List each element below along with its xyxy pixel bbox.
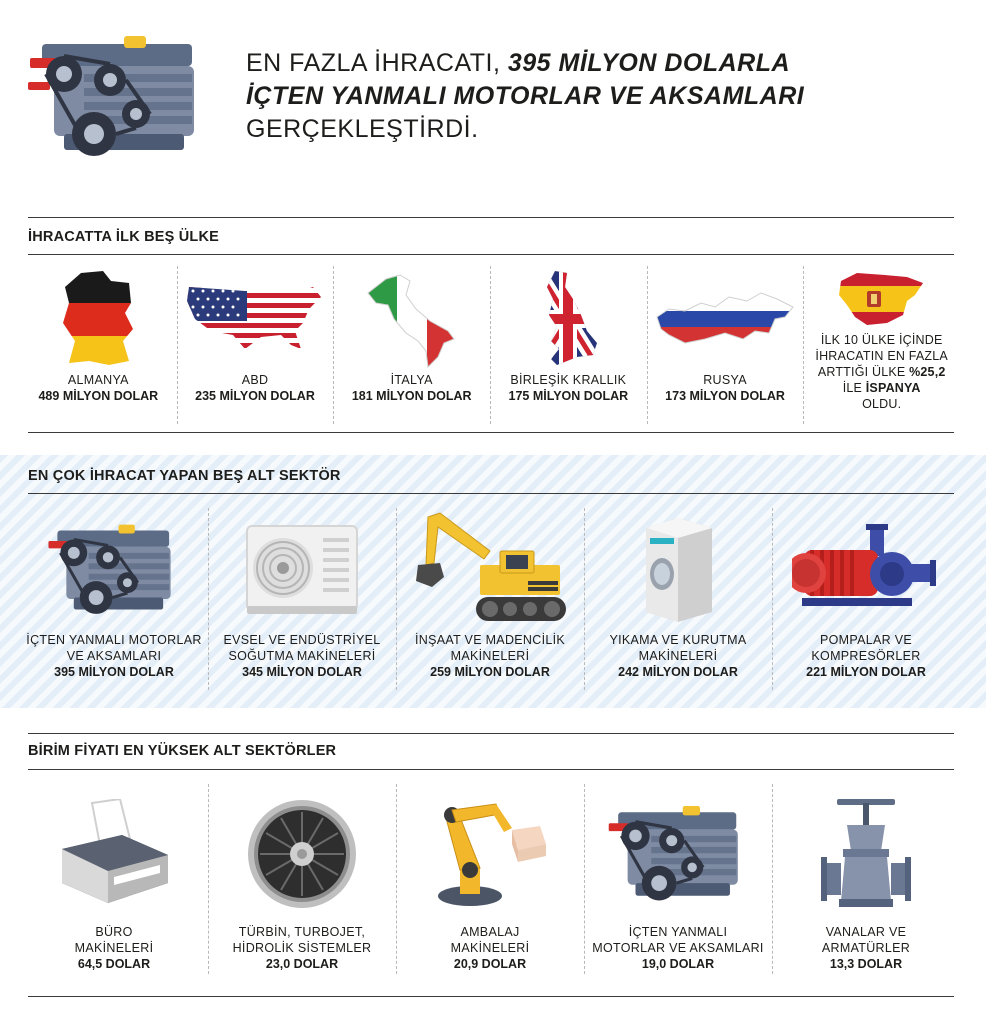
subsector-card-washing — [584, 508, 772, 690]
unit-price-label-line-2: HİDROLİK SİSTEMLER — [232, 941, 372, 955]
subsector-value: 242 MİLYON DOLAR — [618, 665, 738, 679]
spain-note-line-2: İHRACATIN EN FAZLA — [815, 349, 948, 363]
country-value: 181 MİLYON DOLAR — [351, 389, 472, 403]
russia-map-icon — [655, 266, 795, 372]
country-name: ABD — [241, 373, 269, 387]
country-name: RUSYA — [703, 373, 747, 387]
country-card-russia — [647, 266, 804, 424]
turbine-icon — [246, 784, 358, 924]
unit-price-label-line-2: MOTORLAR VE AKSAMLARI — [592, 941, 764, 955]
country-value: 173 MİLYON DOLAR — [665, 389, 785, 403]
subsector-value: 395 MİLYON DOLAR — [54, 665, 174, 679]
unit-price-card-engines — [584, 784, 772, 974]
section-2-title-rule — [28, 493, 954, 494]
subsector-value: 345 MİLYON DOLAR — [242, 665, 362, 679]
germany-map-icon — [59, 266, 137, 372]
unit-price-label-line-1: VANALAR VE — [825, 925, 907, 939]
subsector-label-line-2: VE AKSAMLARI — [66, 649, 162, 663]
unit-price-card-turbine — [208, 784, 396, 974]
subsector-label-line-2: KOMPRESÖRLER — [811, 649, 921, 663]
subsector-label-line-2: SOĞUTMA MAKİNELERİ — [228, 649, 376, 663]
excavator-icon — [410, 508, 570, 632]
country-value: 175 MİLYON DOLAR — [508, 389, 629, 403]
ac-unit-icon — [243, 508, 361, 632]
subsector-card-construction — [396, 508, 584, 690]
section-1-top-rule — [28, 217, 954, 218]
country-name: ALMANYA — [67, 373, 129, 387]
unit-price-label-line-2: MAKİNELERİ — [74, 941, 154, 955]
country-card-usa — [177, 266, 334, 424]
country-value: 235 MİLYON DOLAR — [195, 389, 315, 403]
subsector-label-line-1: İNŞAAT VE MADENCİLİK — [414, 633, 566, 647]
unit-price-label-line-2: ARMATÜRLER — [821, 941, 911, 955]
spain-note-percent: %25,2 — [909, 365, 946, 379]
unit-price-label-line-1: AMBALAJ — [460, 925, 520, 939]
spain-note-line-3-prefix: ARTTIĞI ÜLKE — [817, 365, 910, 379]
washing-machine-icon — [642, 508, 714, 632]
spain-note-country: İSPANYA — [865, 381, 921, 395]
subsector-label-line-2: MAKİNELERİ — [638, 649, 718, 663]
unit-price-value: 19,0 DOLAR — [641, 957, 715, 971]
subsector-row — [20, 508, 960, 690]
engine-icon — [44, 508, 184, 632]
subsector-card-pumps — [772, 508, 960, 690]
unit-price-value: 64,5 DOLAR — [77, 957, 151, 971]
country-card-uk — [490, 266, 647, 424]
section-1-title-rule — [28, 254, 954, 255]
spain-map-icon — [837, 266, 927, 332]
subsector-label-line-1: İÇTEN YANMALI MOTORLAR — [26, 633, 202, 647]
subsector-label-line-2: MAKİNELERİ — [450, 649, 530, 663]
pump-icon — [792, 508, 940, 632]
section-2-title: EN ÇOK İHRACAT YAPAN BEŞ ALT SEKTÖR — [28, 468, 341, 484]
country-card-spain-note — [803, 266, 960, 424]
section-3-title-rule — [28, 769, 954, 770]
printer-icon — [56, 784, 172, 924]
unit-price-card-packaging — [396, 784, 584, 974]
usa-map-icon — [185, 266, 325, 372]
subsector-label-line-1: YIKAMA VE KURUTMA — [609, 633, 747, 647]
subsector-label-line-1: POMPALAR VE — [820, 633, 912, 647]
section-3-bottom-rule — [28, 996, 954, 997]
spain-note-line-3 — [815, 364, 948, 380]
subsector-value: 221 MİLYON DOLAR — [806, 665, 926, 679]
robot-arm-icon — [430, 784, 550, 924]
header-line-1 — [246, 47, 946, 80]
spain-note-line-4 — [815, 380, 948, 396]
unit-price-value: 13,3 DOLAR — [829, 957, 903, 971]
unit-price-value: 23,0 DOLAR — [265, 957, 339, 971]
valve-icon — [821, 784, 911, 924]
country-value: 489 MİLYON DOLAR — [38, 389, 159, 403]
header-line-3: GERÇEKLEŞTİRDİ. — [246, 115, 479, 143]
header-headline — [246, 47, 946, 146]
spain-note-line-4-prefix: İLE — [842, 381, 866, 395]
unit-price-value: 20,9 DOLAR — [453, 957, 527, 971]
subsector-value: 259 MİLYON DOLAR — [430, 665, 550, 679]
italy-map-icon — [366, 266, 458, 372]
unit-price-label-line-1: İÇTEN YANMALI — [628, 925, 728, 939]
section-1-bottom-rule — [28, 432, 954, 433]
engine-icon — [604, 784, 752, 924]
subsector-card-cooling — [208, 508, 396, 690]
header-engine-icon — [24, 30, 212, 164]
section-3-title: BİRİM FİYATI EN YÜKSEK ALT SEKTÖRLER — [28, 743, 337, 759]
unit-price-label-line-1: BÜRO — [95, 925, 133, 939]
unit-price-row — [20, 784, 960, 974]
country-card-germany — [20, 266, 177, 424]
unit-price-card-valves — [772, 784, 960, 974]
subsector-card-engines — [20, 508, 208, 690]
section-3-top-rule — [28, 733, 954, 734]
header-line-1-emphasis: 395 MİLYON DOLARLA — [507, 49, 791, 77]
header-line-2: İÇTEN YANMALI MOTORLAR VE AKSAMLARI — [246, 82, 805, 110]
spain-note — [815, 332, 948, 412]
country-name: İTALYA — [390, 373, 433, 387]
unit-price-label-line-2: MAKİNELERİ — [450, 941, 530, 955]
spain-note-line-1: İLK 10 ÜLKE İÇİNDE — [820, 333, 943, 347]
uk-map-icon — [537, 266, 599, 372]
country-row — [20, 266, 960, 424]
header-line-1-prefix: EN FAZLA İHRACATI, — [246, 49, 508, 77]
subsector-label-line-1: EVSEL VE ENDÜSTRİYEL — [223, 633, 381, 647]
country-name: BİRLEŞİK KRALLIK — [510, 373, 627, 387]
unit-price-card-office — [20, 784, 208, 974]
country-card-italy — [333, 266, 490, 424]
spain-note-line-5: OLDU. — [862, 397, 902, 411]
unit-price-label-line-1: TÜRBİN, TURBOJET, — [238, 925, 366, 939]
section-1-title: İHRACATTA İLK BEŞ ÜLKE — [28, 229, 220, 245]
